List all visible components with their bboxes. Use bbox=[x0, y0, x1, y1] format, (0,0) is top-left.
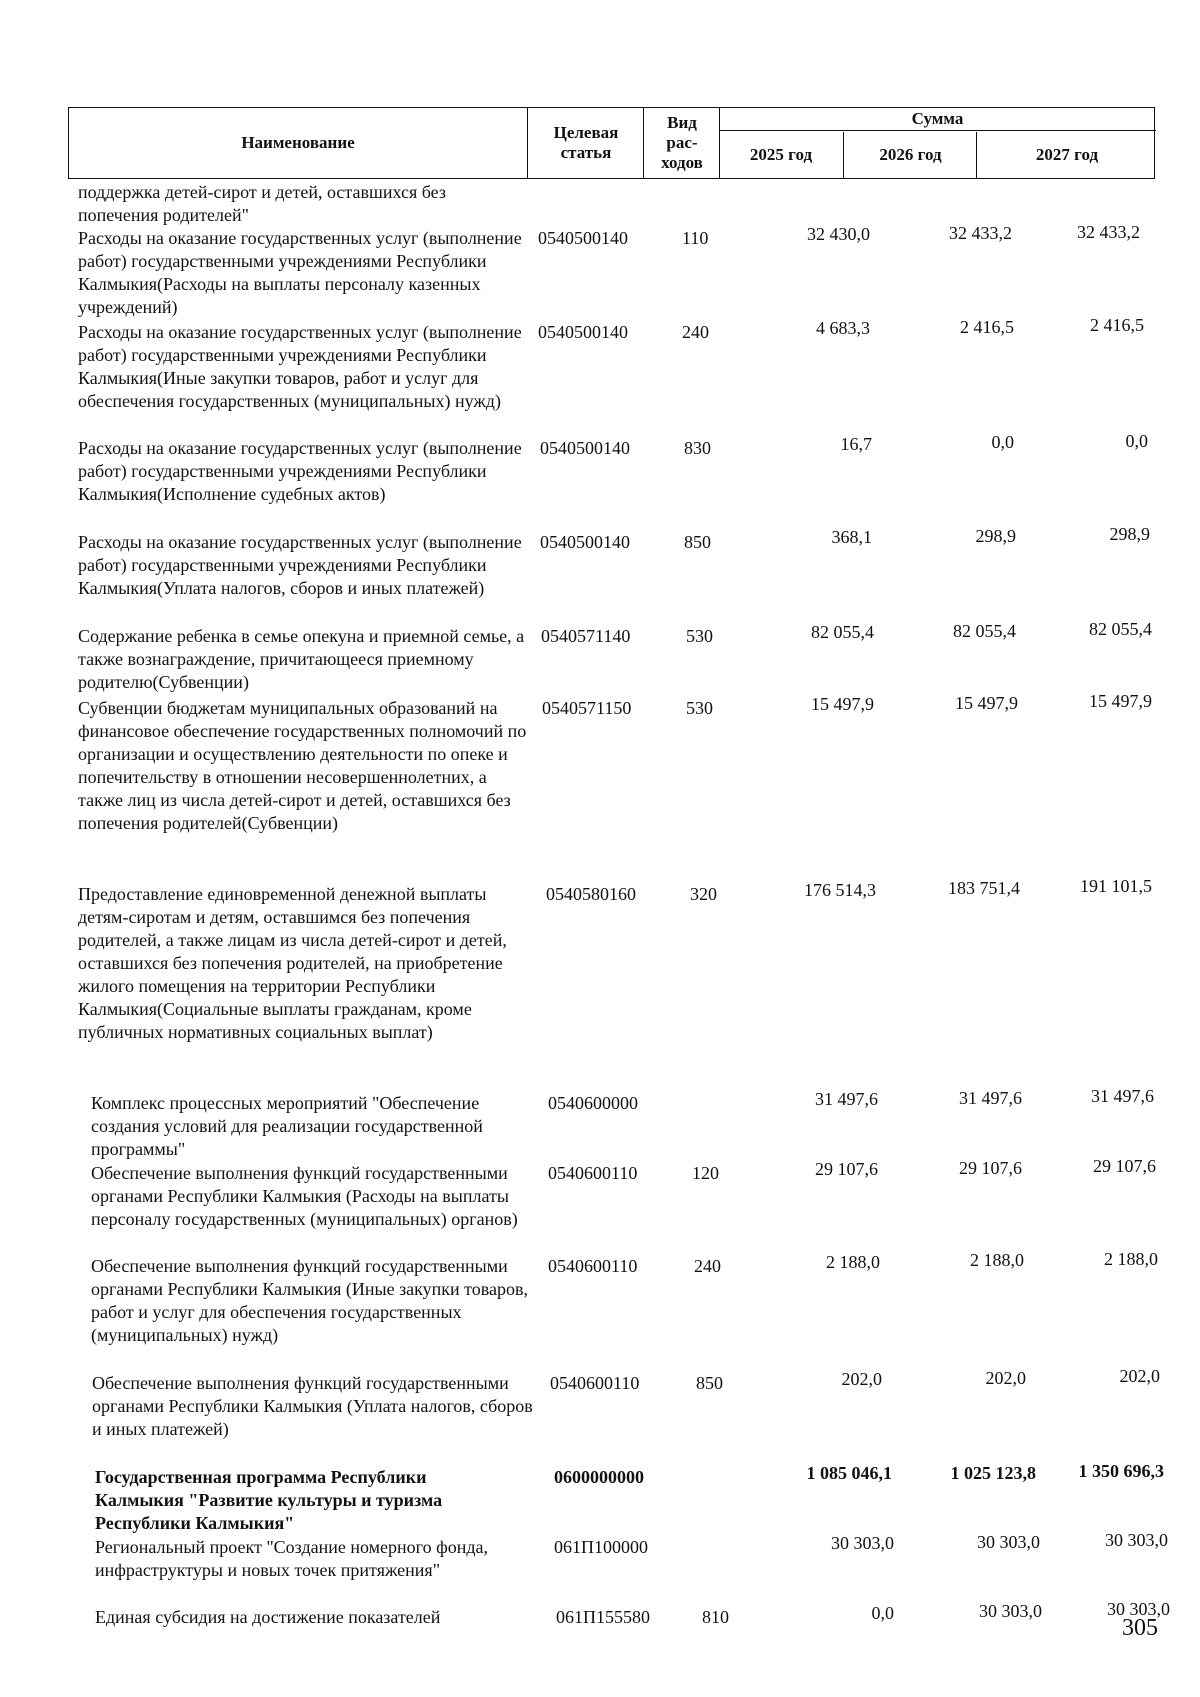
row-2027: 32 433,2 bbox=[1077, 222, 1140, 242]
row-name: Расходы на оказание государственных услуг (выполнение работ) государственными учреждениями Республики Калмыкия(Иные закупки товаров, работ и услуг для обеспечения государственных (муниципальных) нужд) bbox=[78, 322, 522, 411]
row-2027: 298,9 bbox=[1109, 524, 1150, 544]
row-2025: 31 497,6 bbox=[815, 1089, 878, 1109]
header-article: Целевая статья bbox=[553, 123, 619, 162]
row-2027: 191 101,5 bbox=[1080, 876, 1152, 896]
row-name: Государственная программа Республики Калмыкия "Развитие культуры и туризма Республики Калмыкия" bbox=[95, 1467, 443, 1533]
page-number: 305 bbox=[1122, 1615, 1158, 1641]
row-name: Обеспечение выполнения функций государственными органами Республики Калмыкия (Иные закупки товаров, работ и услуг для обеспечения государственных (муниципальных) нужд) bbox=[91, 1256, 529, 1345]
row-kind: 240 bbox=[694, 1256, 721, 1276]
row-2027: 31 497,6 bbox=[1091, 1086, 1154, 1106]
row-2026: 29 107,6 bbox=[959, 1158, 1022, 1178]
row-2025: 368,1 bbox=[831, 527, 872, 547]
row-2027: 2 416,5 bbox=[1090, 315, 1144, 335]
row-2026: 298,9 bbox=[975, 526, 1016, 546]
row-2027: 15 497,9 bbox=[1089, 691, 1152, 711]
row-code: 061П100000 bbox=[554, 1537, 648, 1557]
header-2025: 2025 год bbox=[749, 145, 813, 164]
header-2027: 2027 год bbox=[1035, 145, 1099, 164]
row-code: 061П155580 bbox=[556, 1607, 650, 1627]
row-code: 0540600110 bbox=[548, 1163, 638, 1183]
row-code: 0540500140 bbox=[538, 228, 628, 248]
row-2025: 0,0 bbox=[871, 1603, 894, 1623]
row-2027: 30 303,0 bbox=[1105, 1530, 1168, 1550]
row-2027: 82 055,4 bbox=[1089, 619, 1152, 639]
row-name: Обеспечение выполнения функций государственными органами Республики Калмыкия (Уплата налогов, сборов и иных платежей) bbox=[92, 1373, 533, 1439]
row-2025: 2 188,0 bbox=[826, 1252, 880, 1272]
row-2027: 202,0 bbox=[1119, 1366, 1160, 1386]
row-2026: 2 188,0 bbox=[970, 1250, 1024, 1270]
row-2025: 176 514,3 bbox=[804, 880, 876, 900]
row-name: Предоставление единовременной денежной выплаты детям-сиротам и детям, оставшимся без попечения родителей, а также лицам из числа детей-сирот и детей, оставшихся без попечения родителей, на приобретение жилого помещения на территории Республики Калмыкия(Социальные выплаты гражданам, кроме публичных нормативных социальных выплат) bbox=[78, 884, 507, 1042]
row-2026: 82 055,4 bbox=[953, 621, 1016, 641]
header-sum: Сумма bbox=[911, 109, 964, 128]
row-name: Расходы на оказание государственных услуг (выполнение работ) государственными учреждениями Республики Калмыкия(Исполнение судебных актов) bbox=[78, 438, 522, 504]
row-code: 0540500140 bbox=[540, 532, 630, 552]
row-code: 0540571150 bbox=[542, 698, 632, 718]
row-code: 0540571140 bbox=[541, 626, 631, 646]
row-kind: 810 bbox=[702, 1607, 729, 1627]
row-code: 0540600110 bbox=[550, 1373, 640, 1393]
row-code: 0540500140 bbox=[538, 322, 628, 342]
row-2026: 2 416,5 bbox=[960, 317, 1014, 337]
row-2025: 4 683,3 bbox=[816, 318, 870, 338]
row-name: Единая субсидия на достижение показателей bbox=[95, 1607, 441, 1627]
row-code: 0540580160 bbox=[546, 884, 636, 904]
row-code: 0540600110 bbox=[548, 1256, 638, 1276]
row-kind: 320 bbox=[690, 884, 717, 904]
row-2025: 1 085 046,1 bbox=[806, 1463, 892, 1483]
row-2027: 30 303,0 bbox=[1107, 1599, 1170, 1619]
row-kind: 850 bbox=[696, 1373, 723, 1393]
header-kind: Вид рас-ходов bbox=[661, 113, 703, 172]
header-2026: 2026 год bbox=[879, 145, 942, 164]
row-name: поддержка детей-сирот и детей, оставшихся без попечения родителей" bbox=[78, 182, 446, 225]
row-2025: 32 430,0 bbox=[807, 224, 870, 244]
row-2026: 30 303,0 bbox=[977, 1532, 1040, 1552]
row-kind: 830 bbox=[684, 438, 711, 458]
row-name: Содержание ребенка в семье опекуна и приемной семье, а также вознаграждение, причитающееся приемному родителю(Субвенции) bbox=[78, 626, 525, 692]
row-2025: 202,0 bbox=[841, 1369, 882, 1389]
row-2025: 30 303,0 bbox=[831, 1533, 894, 1553]
row-2026: 0,0 bbox=[991, 432, 1014, 452]
row-2027: 0,0 bbox=[1125, 431, 1148, 451]
row-2027: 1 350 696,3 bbox=[1078, 1461, 1164, 1481]
row-name: Расходы на оказание государственных услуг (выполнение работ) государственными учреждениями Республики Калмыкия(Уплата налогов, сборов и иных платежей) bbox=[78, 532, 522, 598]
row-2026: 15 497,9 bbox=[955, 693, 1018, 713]
row-2026: 202,0 bbox=[985, 1368, 1026, 1388]
row-2025: 82 055,4 bbox=[811, 622, 874, 642]
row-2026: 1 025 123,8 bbox=[950, 1463, 1036, 1483]
row-name: Обеспечение выполнения функций государственными органами Республики Калмыкия (Расходы на выплаты персоналу государственных (муниципальных) органов) bbox=[91, 1163, 518, 1229]
row-kind: 110 bbox=[682, 228, 709, 248]
row-2026: 183 751,4 bbox=[948, 878, 1020, 898]
row-code: 0540500140 bbox=[540, 438, 630, 458]
row-2026: 31 497,6 bbox=[959, 1088, 1022, 1108]
row-kind: 530 bbox=[686, 626, 713, 646]
row-kind: 530 bbox=[686, 698, 713, 718]
row-kind: 850 bbox=[684, 532, 711, 552]
row-2025: 16,7 bbox=[840, 434, 872, 454]
row-name: Расходы на оказание государственных услуг (выполнение работ) государственными учреждениями Республики Калмыкия(Расходы на выплаты персоналу казенных учреждений) bbox=[78, 228, 522, 317]
row-code: 0600000000 bbox=[554, 1467, 644, 1487]
row-name: Субвенции бюджетам муниципальных образований на финансовое обеспечение государственных полномочий по организации и осуществлению деятельности по опеке и попечительству в отношении несовершеннолетних, а также лиц из числа детей-сирот и детей, оставшихся без попечения родителей(Субвенции) bbox=[78, 698, 527, 833]
header-name: Наименование bbox=[241, 133, 355, 152]
row-2027: 2 188,0 bbox=[1104, 1249, 1158, 1269]
row-kind: 240 bbox=[682, 322, 709, 342]
row-2027: 29 107,6 bbox=[1093, 1156, 1156, 1176]
row-code: 0540600000 bbox=[548, 1093, 638, 1113]
row-name: Комплекс процессных мероприятий "Обеспечение создания условий для реализации государственной программы" bbox=[91, 1093, 483, 1159]
table-header bbox=[68, 107, 1155, 179]
row-name: Региональный проект "Создание номерного фонда, инфраструктуры и новых точек притяжения" bbox=[95, 1537, 489, 1580]
row-2025: 29 107,6 bbox=[815, 1159, 878, 1179]
row-2025: 15 497,9 bbox=[811, 694, 874, 714]
row-2026: 32 433,2 bbox=[949, 223, 1012, 243]
row-kind: 120 bbox=[692, 1163, 719, 1183]
row-2026: 30 303,0 bbox=[979, 1601, 1042, 1621]
